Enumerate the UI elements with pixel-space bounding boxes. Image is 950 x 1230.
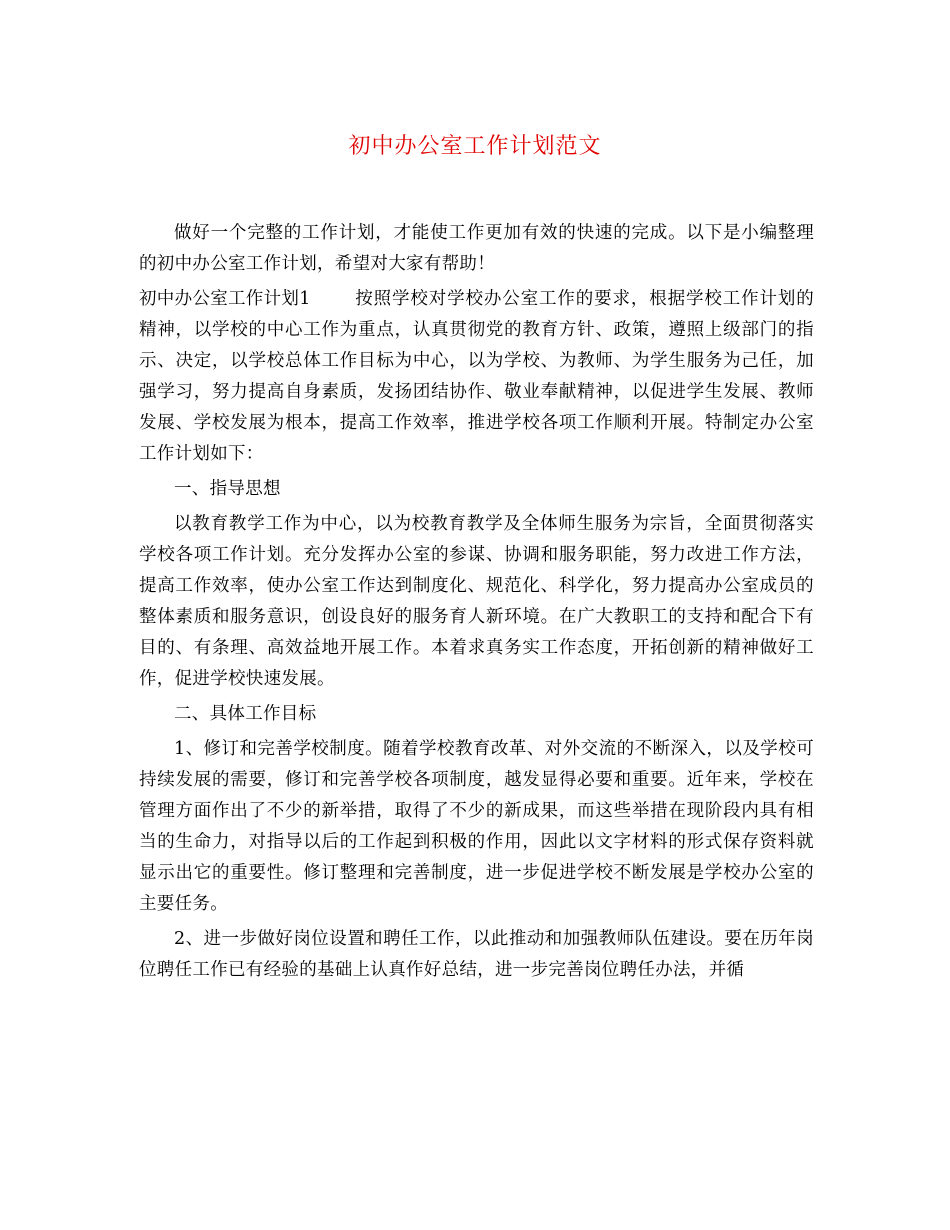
item1-paragraph: 1、修订和完善学校制度。随着学校教育改革、对外交流的不断深入，以及学校可持续发展的需要，修订和完善学校各项制度，越发显得必要和重要。近年来，学校在管理方面作出了不少的新举措，取得了不少的新成果，而这些举措在现阶段内具有相当的生命力，对指导以后的工作起到积极的作用，因此以文字材料的形式保存资料就显示出它的重要性。修订整理和完善制度，进一步促进学校不断发展是学校办公室的主要任务。 (139, 739, 814, 914)
plan-paragraph (139, 284, 814, 470)
intro-paragraph: 做好一个完整的工作计划，才能使工作更加有效的快速的完成。以下是小编整理的初中办公室工作计划，希望对大家有帮助！ (139, 223, 814, 274)
document-title: 初中办公室工作计划范文 (348, 134, 602, 159)
plan-opening-text: 按照学校对学校办公室工作的要求，根据学校工作计划的精神，以学校的中心工作为重点，认真贯彻党的教育方针、政策，遵照上级部门的指示、决定，以学校总体工作目标为中心，以为学校、为教师、为学生服务为己任，加强学习，努力提高自身素质，发扬团结协作、敬业奉献精神，以促进学生发展、教师发展、学校发展为根本，提高工作效率，推进学校各项工作顺利开展。特制定办公室工作计划如下： (139, 289, 814, 464)
section2-heading: 二、具体工作目标 (174, 704, 317, 724)
section1-body: 以教育教学工作为中心，以为校教育教学及全体师生服务为宗旨，全面贯彻落实学校各项工作计划。充分发挥办公室的参谋、协调和服务职能，努力改进工作方法，提高工作效率，使办公室工作达到制度化、规范化、科学化，努力提高办公室成员的整体素质和服务意识，创设良好的服务育人新环境。在广大教职工的支持和配合下有目的、有条理、高效益地开展工作。本着求真务实工作态度，开拓创新的精神做好工作，促进学校快速发展。 (139, 514, 814, 689)
section1-heading: 一、指导思想 (174, 479, 281, 499)
plan-label: 初中办公室工作计划1 (139, 289, 311, 309)
document-body (139, 190, 814, 986)
item2-paragraph: 2、进一步做好岗位设置和聘任工作，以此推动和加强教师队伍建设。要在历年岗位聘任工作已有经验的基础上认真作好总结，进一步完善岗位聘任办法，并循 (139, 929, 814, 980)
